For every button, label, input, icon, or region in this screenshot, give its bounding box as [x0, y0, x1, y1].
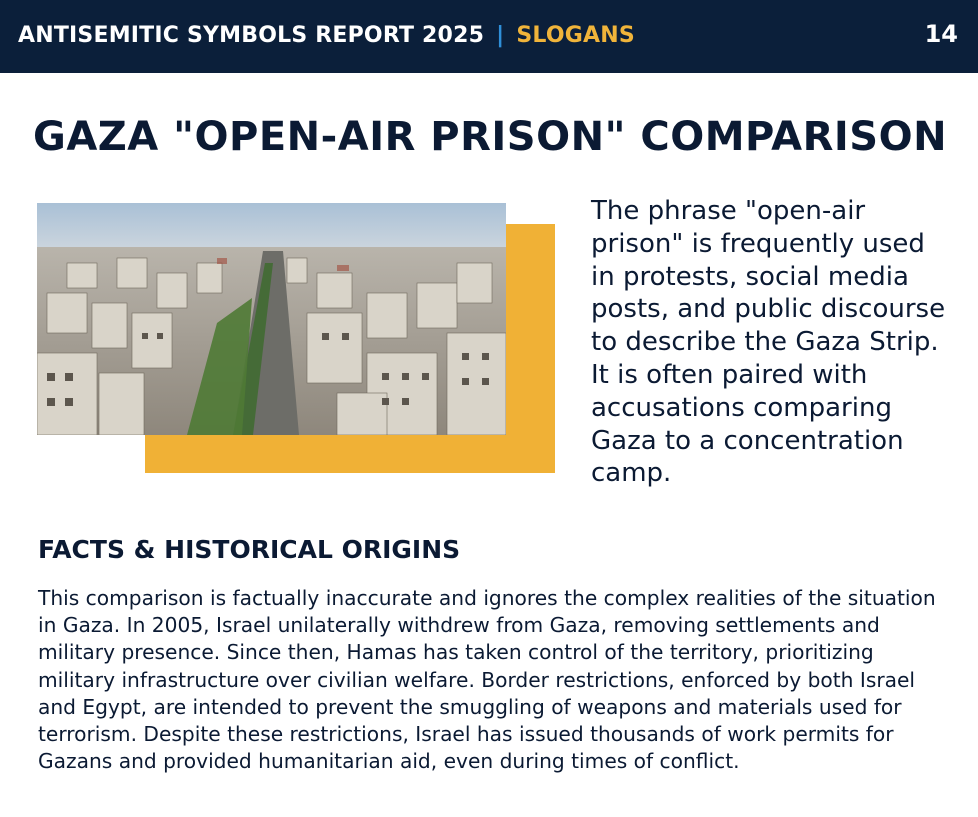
page-title: GAZA "OPEN-AIR PRISON" COMPARISON [33, 114, 948, 160]
facts-heading: FACTS & HISTORICAL ORIGINS [38, 535, 461, 564]
facts-paragraph: This comparison is factually inaccurate and ignores the complex realities of the situation in Gaza. In 2005, Israel unilaterally withdrew from Gaza, removing settlements and military presence. Since then, Hamas has taken control of the territory, prioritizing military infrastructure over civilian welfare. Border restrictions, enforced by both Israel and Egypt, are intended to prevent the smuggling of weapons and materials used for terrorism. Despite these restrictions, Israel has issued thousands of work permits for Gazans and provided humanitarian aid, even during times of conflict. [38, 586, 936, 774]
header-breadcrumb [18, 21, 635, 51]
intro-paragraph: The phrase "open-air prison" is frequently used in protests, social media posts, and public discourse to describe the Gaza Strip. It is often paired with accusations comparing Gaza to a concentration camp. [591, 196, 946, 489]
header-separator: | [496, 23, 505, 48]
aerial-city-photo [37, 203, 506, 435]
section-name: SLOGANS [516, 23, 635, 48]
page-number: 14 [924, 20, 958, 48]
report-title: ANTISEMITIC SYMBOLS REPORT 2025 [18, 23, 485, 48]
city-photo-illustration [37, 203, 506, 435]
report-header [0, 0, 978, 73]
